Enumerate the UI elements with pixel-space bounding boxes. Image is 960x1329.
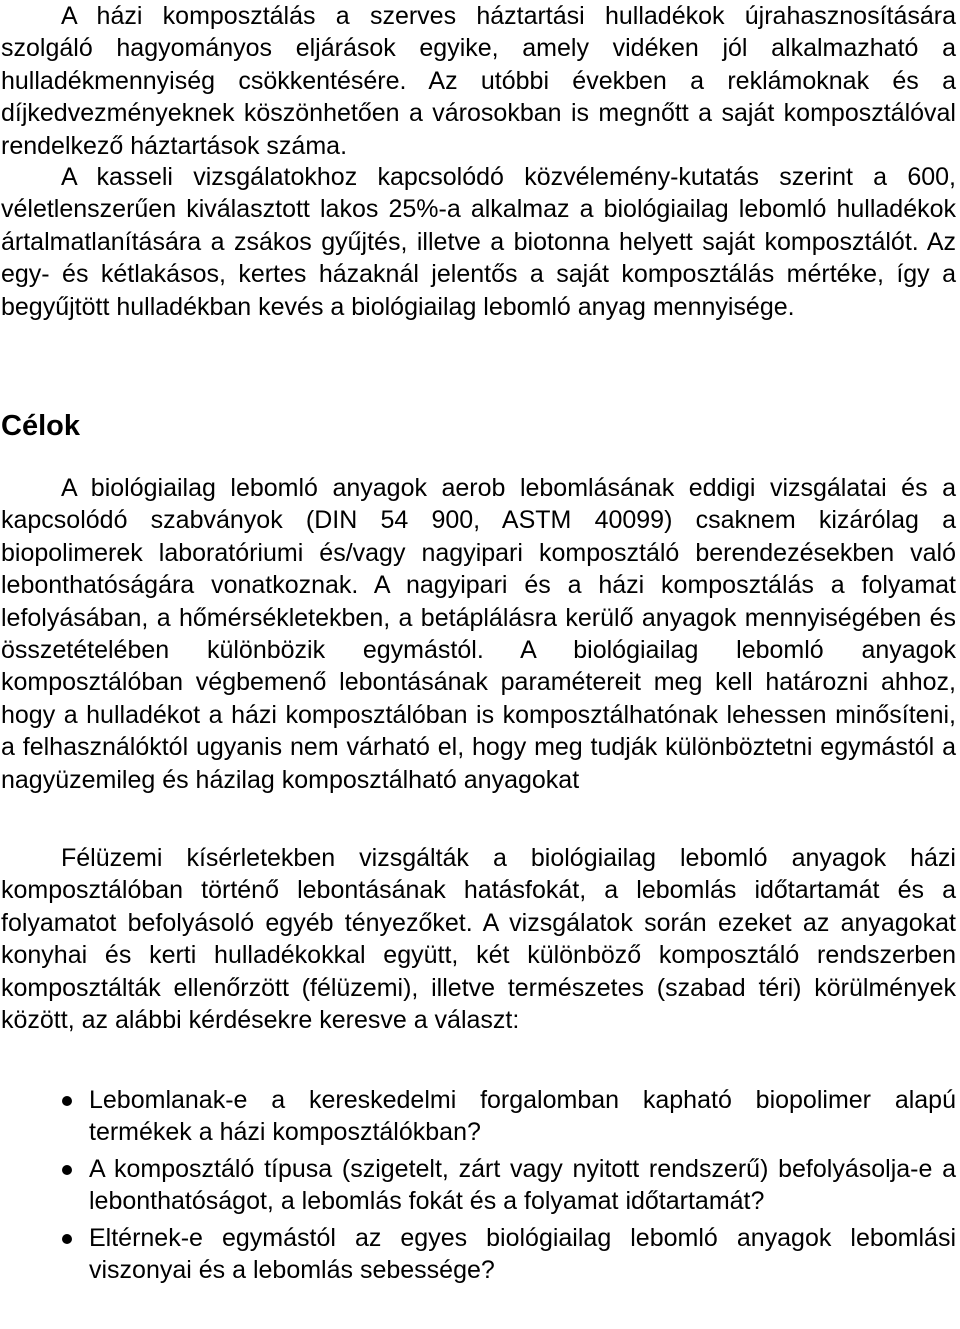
section-heading: Célok (1, 410, 80, 442)
list-item (0, 1222, 956, 1287)
bullet-icon (62, 1234, 72, 1244)
list-item (0, 1153, 956, 1218)
list-item (0, 1084, 956, 1149)
list-item-text: A komposztáló típusa (szigetelt, zárt vagy nyitott rendszerű) befolyásolja-e a lebonthatóságot, a lebomlás fokát és a folyamat időtartamát? (89, 1154, 956, 1216)
list-item-text: Lebomlanak-e a kereskedelmi forgalomban kapható biopolimer alapú termékek a házi komposztálókban? (89, 1086, 956, 1147)
bullet-icon (62, 1096, 72, 1106)
bullet-icon (62, 1165, 72, 1175)
list-item-text: Eltérnek-e egymástól az egyes biológiailag lebomló anyagok lebomlási viszonyai és a lebomlás sebessége? (89, 1223, 956, 1285)
question-list (0, 1084, 956, 1290)
goals-paragraph: A biológiailag lebomló anyagok aerob lebomlásának eddigi vizsgálatai és a kapcsolódó szabványok (DIN 54 900, ASTM 40099) csaknem kizárólag a biopolimerek laboratóriumi és/vagy nagyipari komposztáló berendezésekben való lebonthatóságára vonatkoznak. A nagyipari és a házi komposztálás a folyamat lefolyásában, a hőmérsékletekben, a betáplálásra kerülő anyagok mennyiségében és összetételében különbözik egymástól. A biológiailag lebomló anyagok komposztálóban végbemenő lebontásának paramétereit meg kell határozni ahhoz, hogy a hulladékot a házi komposztálóban is komposztálhatónak lehessen minősíteni, a felhasználóktól ugyanis nem várható el, hogy meg tudják különböztetni egymástól a nagyüzemileg és házilag komposztálható anyagokat (1, 474, 956, 794)
survey-paragraph: A kasseli vizsgálatokhoz kapcsolódó közvélemény-kutatás szerint a 600, véletlenszerűen kiválasztott lakos 25%-a alkalmaz a biológiailag lebomló hulladékok ártalmatlanítására a zsákos gyűjtés, illetve a biotonna helyett saját komposztálót. Az egy- és kétlakásos, kertes házaknál jelentős a saját komposztálás mértéke, így a begyűjtött hulladékban kevés a biológiailag lebomló anyag mennyisége. (1, 163, 956, 321)
intro-paragraph: A házi komposztálás a szerves háztartási hulladékok újrahasznosítására szolgáló hagyományos eljárások egyike, amely vidéken jól alkalmazható a hulladékmennyiség csökkentésére. Az utóbbi években a reklámoknak és a díjkedvezményeknek köszönhetően a városokban is megnőtt a saját komposztálóval rendelkező háztartások száma. (1, 2, 956, 160)
experiment-paragraph: Félüzemi kísérletekben vizsgálták a biológiailag lebomló anyagok házi komposztálóban történő lebontásának hatásfokát, a lebomlás időtartamát és a folyamatot befolyásoló egyéb tényezőket. A vizsgálatok során ezeket az anyagokat konyhai és kerti hulladékokkal együtt, két különböző komposztáló rendszerben komposztálták ellenőrzött (félüzemi), illetve természetes (szabad téri) körülmények között, az alábbi kérdésekre keresve a választ: (1, 844, 956, 1035)
